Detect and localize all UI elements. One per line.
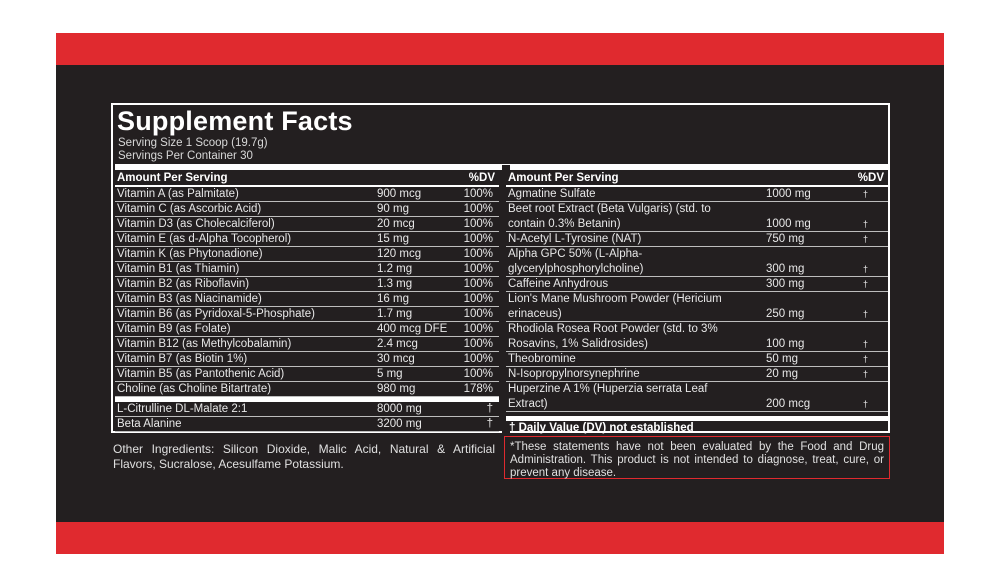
nutrient-amount: 300 mg [766,262,805,275]
nutrient-name: Vitamin D3 (as Cholecalciferol) [117,218,275,230]
nutrient-amount: 5 mg [377,368,403,380]
dv-label: %DV [468,172,495,184]
nutrient-row [115,247,499,262]
nutrient-name: Theobromine [508,353,576,365]
nutrient-row [115,322,499,337]
nutrient-amount: 15 mg [377,233,409,245]
nutrient-name: Vitamin A (as Palmitate) [117,188,239,200]
nutrient-amount: 1.2 mg [377,263,413,275]
nutrient-amount: 2.4 mcg [377,338,418,350]
nutrient-row [115,402,499,417]
nutrient-dv: † [862,263,868,274]
nutrient-dv: 100% [463,278,493,290]
other-ingredients: Other Ingredients: Silicon Dioxide, Malic Acid, Natural & Artificial Flavors, Sucralose, Acesulfame Potassium. [113,442,495,471]
nutrient-name: N-Isopropylnorsynephrine [508,368,640,380]
nutrient-dv: † [862,338,868,349]
nutrient-name: L-Citrulline DL-Malate 2:1 [117,403,248,415]
nutrient-amount: 400 mcg DFE [377,323,448,335]
nutrient-name: Vitamin B5 (as Pantothenic Acid) [117,368,285,380]
nutrient-dv: 100% [463,293,493,305]
nutrient-dv: † [862,218,868,229]
vitamin-list [115,187,499,397]
nutrient-name: Vitamin E (as d-Alpha Tocopherol) [117,233,292,245]
servings-per-container: Servings Per Container 30 [118,150,253,162]
nutrient-amount: 1.3 mg [377,278,413,290]
nutrient-dv: † [862,354,868,364]
nutrient-amount: 980 mg [377,383,416,395]
right-column [506,171,888,412]
nutrient-row [115,417,499,432]
nutrient-dv: 100% [463,203,493,215]
nutrient-dv: † [862,369,868,379]
nutrient-row [506,232,888,247]
nutrient-name: Agmatine Sulfate [508,188,596,200]
nutrient-row [506,367,888,382]
nutrient-dv: † [862,189,868,199]
nutrient-name: Choline (as Choline Bitartrate) [117,383,272,395]
amount-per-serving-label: Amount Per Serving [508,172,619,184]
bottom-red-band [56,522,944,554]
nutrient-dv: † [862,279,868,289]
nutrient-row [115,277,499,292]
amount-per-serving-label: Amount Per Serving [117,172,228,184]
nutrient-dv: 100% [463,263,493,275]
nutrient-name: Vitamin K (as Phytonadione) [117,248,263,260]
nutrient-name: Rhodiola Rosea Root Powder (std. to 3% Rosavins, 1% Salidrosides) [508,323,718,350]
serving-size: Serving Size 1 Scoop (19.7g) [118,137,268,149]
nutrient-amount: 900 mcg [377,188,422,200]
nutrient-amount: 1000 mg [766,217,811,230]
left-header [115,171,499,187]
nutrient-amount: 100 mg [766,337,805,350]
nutrient-amount: 20 mg [766,368,798,380]
nutrient-dv: 100% [463,233,493,245]
nutrient-dv: 100% [463,308,493,320]
nutrient-name: Vitamin B9 (as Folate) [117,323,231,335]
nutrient-dv: † [486,403,493,415]
nutrient-name: Vitamin B2 (as Riboflavin) [117,278,250,290]
nutrient-amount: 1000 mg [766,188,811,200]
nutrient-dv: 100% [463,188,493,200]
nutrient-name: Huperzine A 1% (Huperzia serrata Leaf Extract) [508,383,708,410]
nutrient-name: Vitamin B3 (as Niacinamide) [117,293,262,305]
nutrient-row [115,292,499,307]
nutrient-amount: 30 mcg [377,353,415,365]
panel-title: Supplement Facts [117,106,353,136]
nutrient-amount: 250 mg [766,307,805,320]
nutrient-name: Vitamin B6 (as Pyridoxal-5-Phosphate) [117,308,315,320]
nutrient-row [506,292,888,322]
nutrient-row [115,307,499,322]
nutrient-name: Alpha GPC 50% (L-Alpha-glycerylphosphorylcholine) [508,248,644,275]
top-red-band [56,33,944,65]
nutrient-row [506,247,888,277]
nutrient-row [115,337,499,352]
nutrient-row [115,367,499,382]
nutrient-row [115,232,499,247]
nutrient-name: Beet root Extract (Beta Vulgaris) (std. to contain 0.3% Betanin) [508,203,711,230]
nutrient-name: N-Acetyl L-Tyrosine (NAT) [508,233,642,245]
supplement-facts-panel [111,103,890,433]
nutrient-row [115,382,499,397]
amino-list [115,402,499,432]
nutrient-dv: 100% [463,248,493,260]
nutrient-dv: † [862,234,868,244]
nutrient-name: Beta Alanine [117,418,182,430]
nutrient-amount: 8000 mg [377,403,422,415]
nutrient-dv: 100% [463,368,493,380]
left-column [115,171,499,432]
nutrient-amount: 90 mg [377,203,409,215]
nutrient-amount: 300 mg [766,278,805,290]
nutrient-amount: 3200 mg [377,418,422,430]
nutrient-dv: 100% [463,323,493,335]
nutrient-row [506,202,888,232]
dv-footnote [506,416,888,436]
nutrient-row [506,352,888,367]
nutrient-row [115,202,499,217]
nutrient-amount: 16 mg [377,293,409,305]
nutrient-amount: 50 mg [766,353,798,365]
nutrient-dv: † [862,308,868,319]
nutrient-dv: 100% [463,338,493,350]
nutrient-row [506,277,888,292]
serving-info [118,137,268,163]
ingredient-list [506,187,888,412]
nutrient-name: Vitamin B12 (as Methylcobalamin) [117,338,292,350]
nutrient-dv: 100% [463,218,493,230]
nutrient-amount: 20 mcg [377,218,415,230]
nutrient-amount: 120 mcg [377,248,422,260]
nutrient-amount: 1.7 mg [377,308,413,320]
nutrient-dv: 100% [463,353,493,365]
nutrient-row [115,262,499,277]
nutrient-name: Vitamin B7 (as Biotin 1%) [117,353,248,365]
nutrient-dv: 178% [463,383,493,395]
nutrient-row [115,352,499,367]
nutrient-row [115,217,499,232]
nutrient-name: Lion's Mane Mushroom Powder (Hericium erinaceus) [508,293,722,320]
dv-note-text: † Daily Value (DV) not established [509,422,694,434]
nutrient-amount: 200 mcg [766,397,811,410]
nutrient-name: Vitamin B1 (as Thiamin) [117,263,240,275]
nutrient-row [506,187,888,202]
dv-label: %DV [857,172,884,184]
nutrient-dv: † [862,398,868,409]
right-header [506,171,888,187]
nutrient-row [506,382,888,412]
nutrient-name: Vitamin C (as Ascorbic Acid) [117,203,262,215]
nutrient-row [115,187,499,202]
fda-disclaimer: *These statements have not been evaluated by the Food and Drug Administration. This product is not intended to diagnose, treat, cure, or prevent any disease. [504,436,890,479]
nutrient-dv: † [486,418,493,430]
nutrient-row [506,322,888,352]
nutrient-name: Caffeine Anhydrous [508,278,609,290]
nutrient-amount: 750 mg [766,233,805,245]
